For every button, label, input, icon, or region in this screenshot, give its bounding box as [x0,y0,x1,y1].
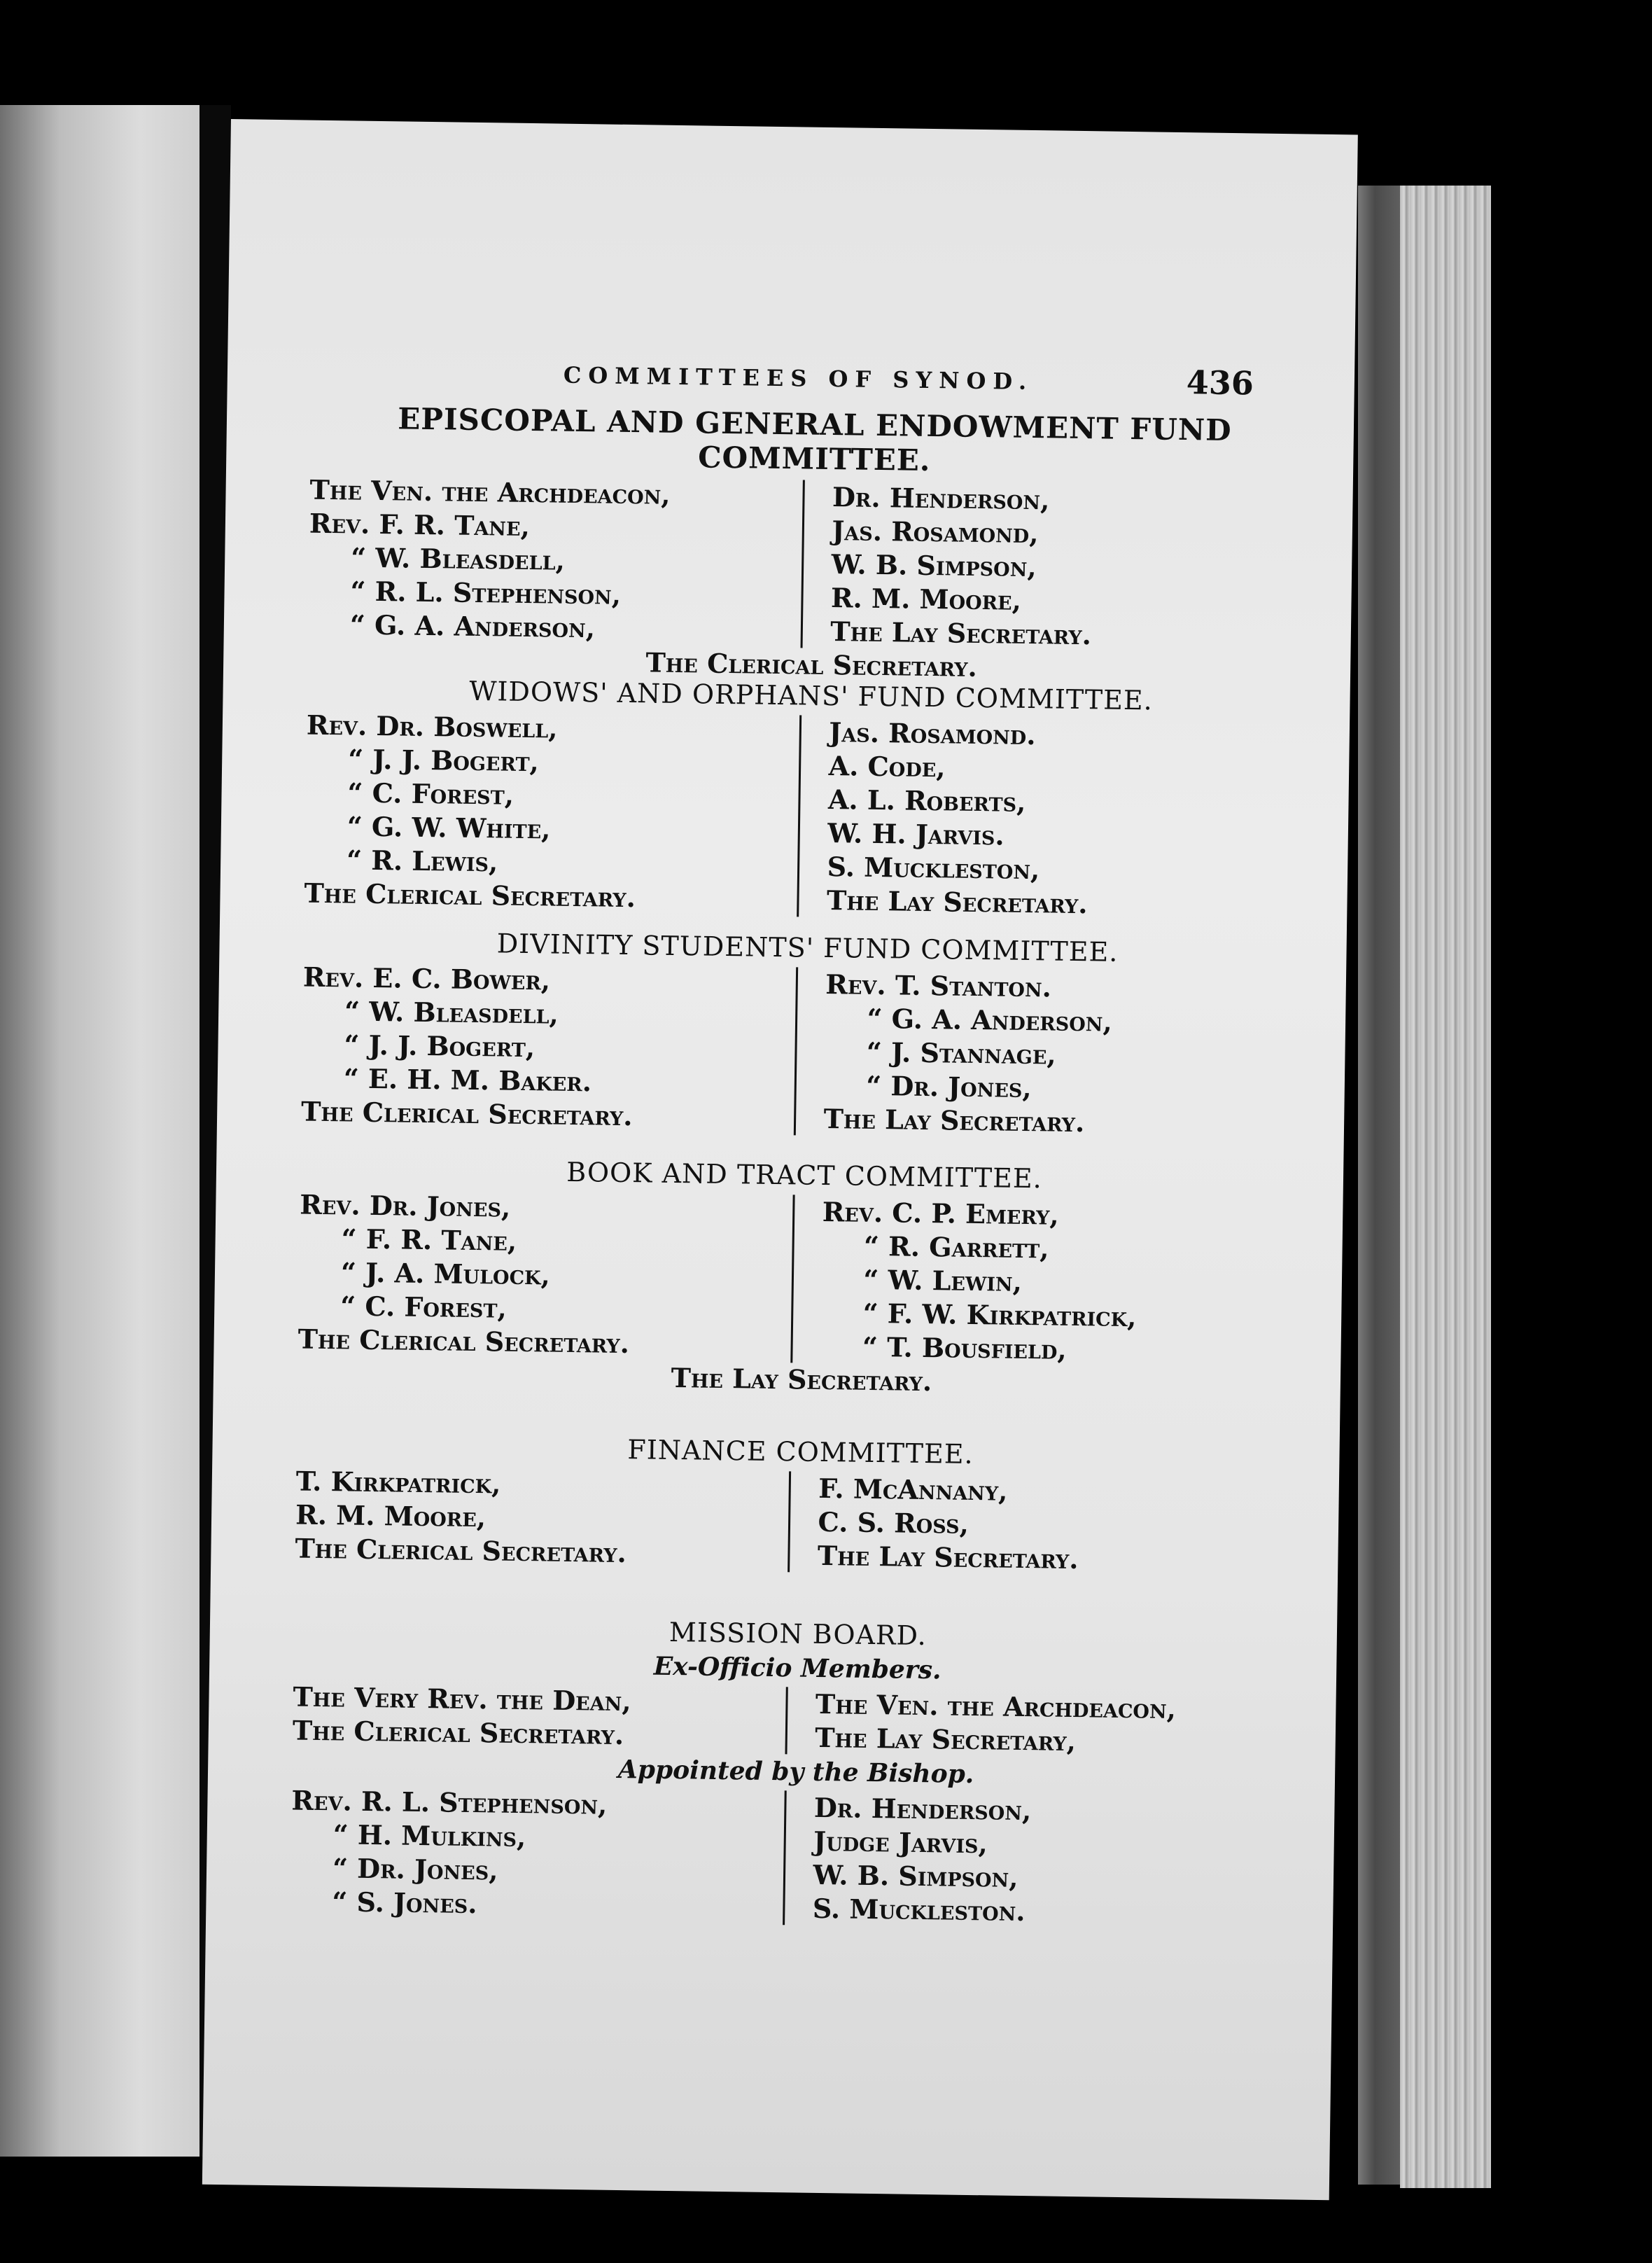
facing-page [0,105,200,2157]
right-column [800,480,1325,655]
member-line: “ R. L. Stephenson, [350,575,622,611]
member-line: “ J. Stannage, [866,1036,1057,1071]
member-line: The Lay Secretary. [830,615,1092,651]
member-line: The Clerical Secretary. [295,1532,627,1569]
member-line: “ E. H. M. Baker. [343,1062,592,1098]
member-line: Jas. Rosamond, [832,515,1039,550]
member-line: “ C. Forest, [347,777,514,811]
member-line: The Lay Secretary, [814,1721,1077,1757]
committee-footer: The Clerical Secretary. [645,646,978,683]
member-columns [297,708,1322,924]
member-columns [290,1188,1315,1370]
left-column [301,473,803,648]
member-line: Judge Jarvis, [813,1825,988,1860]
committee-footer: The Lay Secretary. [671,1361,932,1398]
member-line: “ W. Bleasdell, [344,995,559,1030]
member-line: The Clerical Secretary. [292,1714,624,1751]
member-line: Rev. E. C. Bower, [302,961,551,996]
left-column [288,1464,788,1572]
member-line: “ C. Forest, [340,1290,507,1324]
member-line: Rev. T. Stanton. [825,968,1052,1003]
member-line: “ R. Lewis, [346,844,498,878]
member-line: Rev. R. L. Stephenson, [291,1784,608,1820]
member-line: R. M. Moore, [295,1498,486,1533]
left-column [286,1680,786,1754]
page-edge-shadow [1358,186,1400,2185]
member-line: Dr. Henderson, [832,481,1050,516]
committee-title: WIDOWS' AND ORPHANS' FUND COMMITTEE. [469,675,1154,716]
member-columns [301,473,1325,655]
left-column [297,708,799,917]
member-line: The Clerical Secretary. [300,1095,633,1132]
member-line: W. H. Jarvis. [827,817,1004,851]
page-content [202,119,1358,2200]
page-block-edges [1400,186,1491,2188]
mission-board [283,1611,1309,1932]
left-column [290,1188,792,1363]
committee-title: DIVINITY STUDENTS' FUND COMMITTEE. [496,928,1119,968]
appointed-heading: Appointed by the Bishop. [617,1754,974,1790]
member-line: “ R. Garrett, [863,1230,1049,1265]
member-line: The Lay Secretary. [823,1102,1085,1139]
member-line: “ W. Lewin, [863,1263,1023,1297]
appointed-columns [283,1783,1307,1932]
member-columns [294,960,1318,1142]
member-line: “ G. A. Anderson, [349,608,596,644]
right-column [788,1471,1311,1579]
member-line: Rev. Dr. Jones, [300,1188,511,1223]
member-line: F. McAnnany, [818,1472,1008,1507]
committee-finance [288,1429,1312,1579]
member-line: “ F. W. Kirkpatrick, [862,1297,1137,1333]
member-line: “ J. A. Mulock, [340,1256,551,1291]
member-line: The Lay Secretary. [817,1539,1079,1575]
member-line: W. B. Simpson, [813,1858,1018,1893]
right-column [797,715,1322,924]
page [202,119,1358,2200]
member-line: S. Muckleston, [827,850,1040,886]
right-column [783,1790,1307,1932]
committee-divinity-students [294,925,1319,1142]
member-line: C. S. Ross, [818,1505,969,1540]
member-line: The Ven. the Archdeacon, [309,473,671,510]
member-line: Rev. Dr. Boswell, [306,709,558,744]
member-line: “ Dr. Jones, [866,1069,1032,1104]
member-line: The Clerical Secretary. [298,1323,630,1360]
member-line: “ G. W. White, [346,810,551,845]
member-line: W. B. Simpson, [831,548,1037,583]
committee-widows-orphans [297,673,1322,924]
member-line: “ G. A. Anderson, [867,1002,1113,1038]
member-line: A. L. Roberts, [827,784,1026,818]
member-line: Jas. Rosamond. [829,716,1036,751]
member-line: A. Code, [828,750,946,784]
member-line: “ J. J. Bogert, [347,743,540,778]
ex-officio-columns [286,1680,1308,1761]
right-column [790,1195,1315,1370]
member-line: Dr. Henderson, [813,1791,1032,1827]
ex-officio-heading: Ex-Officio Members. [653,1651,941,1685]
member-line: “ W. Bleasdell, [350,541,566,576]
committee-title: BOOK AND TRACT COMMITTEE. [566,1156,1043,1195]
right-column [785,1687,1308,1761]
left-column [283,1783,784,1925]
member-line: R. M. Moore, [830,582,1022,616]
member-line: “ T. Bousfield, [862,1330,1068,1365]
left-column [294,960,796,1135]
member-line: The Clerical Secretary. [304,877,636,914]
member-line: The Ven. the Archdeacon, [815,1687,1177,1725]
committee-book-tract [290,1153,1316,1403]
member-line: “ F. R. Tane, [341,1223,517,1257]
member-line: “ H. Mulkins, [332,1818,526,1853]
member-line: “ Dr. Jones, [332,1852,498,1886]
member-line: The Very Rev. the Dean, [293,1680,631,1718]
member-line: “ J. J. Bogert, [344,1029,536,1064]
right-column [793,967,1318,1142]
member-line: S. Muckleston. [812,1892,1026,1928]
member-line: “ S. Jones. [332,1886,477,1920]
member-columns [288,1464,1311,1579]
committee-title: EPISCOPAL AND GENERAL ENDOWMENT FUND COMMITTEE. [397,401,1232,478]
page-number: 436 [1186,363,1254,403]
running-head: COMMITTEES OF SYNOD. [563,361,1034,396]
member-line: Rev. F. R. Tane, [309,507,531,543]
committee-title: MISSION BOARD. [668,1616,927,1652]
member-line: Rev. C. P. Emery, [822,1195,1059,1231]
member-line: The Lay Secretary. [826,884,1088,920]
committee-episcopal-endowment [300,400,1326,688]
committee-title: FINANCE COMMITTEE. [627,1434,974,1470]
member-line: T. Kirkpatrick, [295,1465,501,1500]
